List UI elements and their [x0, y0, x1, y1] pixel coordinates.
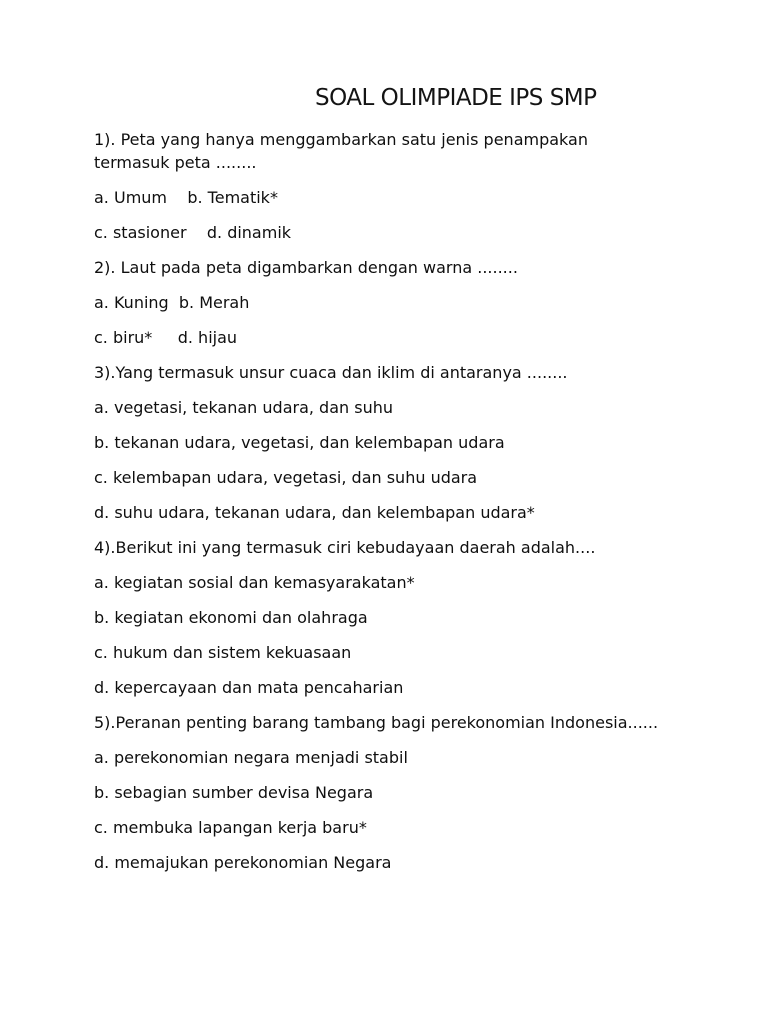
question-1-text: 1). Peta yang hanya menggambarkan satu jenis penampakan termasuk peta ........ [94, 130, 594, 172]
question-4-option-d: d. kepercayaan dan mata pencaharian [94, 678, 404, 697]
question-1 [94, 128, 666, 244]
question-1-options-line-cd: c. stasioner d. dinamik [94, 223, 292, 242]
question-3-option-d: d. suhu udara, tekanan udara, dan kelembapan udara* [94, 503, 535, 522]
question-2 [94, 256, 666, 349]
question-4-text: 4).Berikut ini yang termasuk ciri kebudayaan daerah adalah.... [94, 538, 596, 557]
question-5-text: 5).Peranan penting barang tambang bagi perekonomian Indonesia...... [94, 713, 659, 732]
question-5 [94, 711, 666, 874]
question-1-options-line-ab: a. Umum b. Tematik* [94, 188, 278, 207]
question-5-option-c: c. membuka lapangan kerja baru* [94, 818, 367, 837]
question-5-option-b: b. sebagian sumber devisa Negara [94, 783, 374, 802]
question-4-option-c: c. hukum dan sistem kekuasaan [94, 643, 352, 662]
question-5-option-a: a. perekonomian negara menjadi stabil [94, 748, 408, 767]
question-4 [94, 536, 666, 699]
question-3-option-a: a. vegetasi, tekanan udara, dan suhu [94, 398, 393, 417]
question-2-options-line-ab: a. Kuning b. Merah [94, 293, 250, 312]
question-3-option-b: b. tekanan udara, vegetasi, dan kelembapan udara [94, 433, 505, 452]
question-3-option-c: c. kelembapan udara, vegetasi, dan suhu udara [94, 468, 478, 487]
question-3 [94, 361, 666, 524]
question-5-option-d: d. memajukan perekonomian Negara [94, 853, 392, 872]
question-4-option-b: b. kegiatan ekonomi dan olahraga [94, 608, 368, 627]
document-title: SOAL OLIMPIADE IPS SMP [315, 85, 597, 111]
question-4-option-a: a. kegiatan sosial dan kemasyarakatan* [94, 573, 415, 592]
question-3-text: 3).Yang termasuk unsur cuaca dan iklim di antaranya ........ [94, 363, 568, 382]
question-2-options-line-cd: c. biru* d. hijau [94, 328, 238, 347]
question-2-text: 2). Laut pada peta digambarkan dengan warna ........ [94, 258, 518, 277]
